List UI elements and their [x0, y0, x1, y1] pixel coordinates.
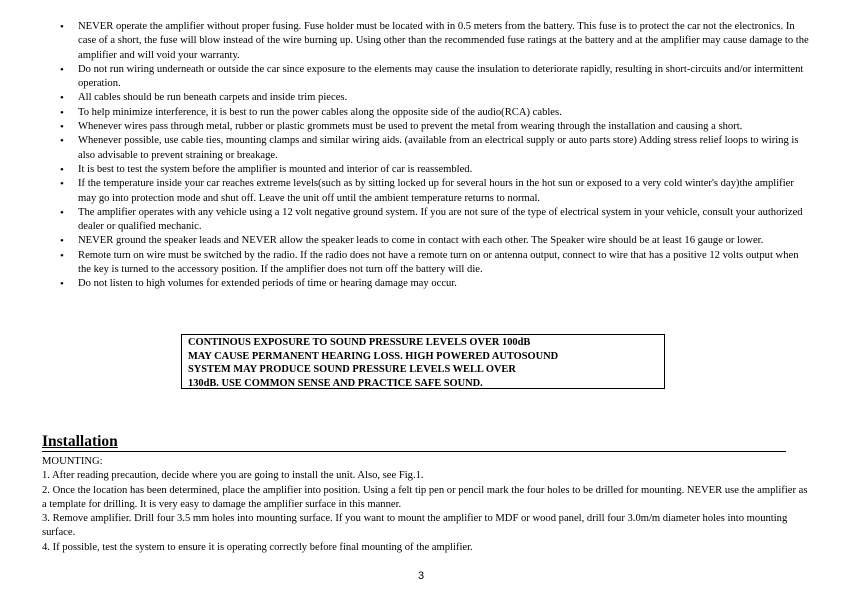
list-item: • Whenever wires pass through metal, rubber or plastic grommets must be used to prevent the metal from wearing through the installation and causing a short. — [60, 120, 812, 134]
warning-line: MAY CAUSE PERMANENT HEARING LOSS. HIGH POWERED AUTOSOUND — [188, 350, 559, 362]
list-item: • Whenever possible, use cable ties, mounting clamps and similar wiring aids. (available from an electrical supply or auto parts store) Adding stress relief loops to wiring is also advisable to prevent straining or breakage. — [60, 134, 812, 163]
mounting-step: 3. Remove amplifier. Drill four 3.5 mm holes into mounting surface. If you want to mount the amplifier to MDF or wood panel, drill four 3.0m/m diameter holes into mounting surface. — [42, 513, 788, 539]
hearing-warning-box — [181, 334, 665, 389]
warning-line: 130dB. USE COMMON SENSE AND PRACTICE SAFE SOUND. — [188, 377, 483, 389]
mounting-subheading: MOUNTING: — [42, 456, 103, 467]
page-number: 3 — [417, 570, 425, 582]
mounting-step: 2. Once the location has been determined, place the amplifier into position. Using a felt tip pen or pencil mark the four holes to be drilled for mounting. NEVER use the amplifier as a template for drilling. It is very easy to damage the amplifier surface in this manner. — [42, 484, 808, 510]
list-item: • Remote turn on wire must be switched by the radio. If the radio does not have a remote turn on or antenna output, connect to wire that has a positive 12 volts output when the key is turned to the accessory position. If the amplifier does not turn off the battery will die. — [60, 249, 812, 278]
list-item: • To help minimize interference, it is best to run the power cables along the opposite side of the audio(RCA) cables. — [60, 106, 812, 120]
mounting-step: 4. If possible, test the system to ensure it is operating correctly before final mounting of the amplifier. — [42, 541, 473, 553]
mounting-step: 1. After reading precaution, decide where you are going to install the unit. Also, see Fig.1. — [42, 470, 424, 482]
installation-title: Installation — [42, 433, 118, 450]
precaution-list — [60, 20, 812, 292]
warning-line: CONTINOUS EXPOSURE TO SOUND PRESSURE LEVELS OVER 100dB — [188, 337, 531, 348]
list-item: • Do not listen to high volumes for extended periods of time or hearing damage may occur. — [60, 277, 812, 291]
installation-heading — [42, 432, 786, 452]
list-item: • All cables should be run beneath carpets and inside trim pieces. — [60, 91, 812, 105]
list-item: • Do not run wiring underneath or outside the car since exposure to the elements may cause the insulation to deteriorate rapidly, resulting in short-circuits and/or intermittent operation. — [60, 63, 812, 92]
warning-line: SYSTEM MAY PRODUCE SOUND PRESSURE LEVELS WELL OVER — [188, 364, 516, 376]
installation-section — [42, 455, 812, 555]
list-item: • NEVER ground the speaker leads and NEVER allow the speaker leads to come in contact with each other. The Speaker wire should be at least 16 gauge or lower. — [60, 234, 812, 248]
list-item: • It is best to test the system before the amplifier is mounted and interior of car is reassembled. — [60, 163, 812, 177]
list-item: • If the temperature inside your car reaches extreme levels(such as by sitting locked up for several hours in the hot sun or exposed to a very cold winter's day)the amplifier may go into protection mode and shut off. Leave the unit off until the ambient temperature returns to normal. — [60, 177, 812, 206]
list-item: • NEVER operate the amplifier without proper fusing. Fuse holder must be located with in 0.5 meters from the battery. This fuse is to protect the car not the electronics. In case of a short, the fuse will blow instead of the wire burning up. Using other than the recommended fuse ratings at the battery and at the amplifier may cause damage to the amplifier and will void your warranty. — [60, 20, 812, 63]
list-item: • The amplifier operates with any vehicle using a 12 volt negative ground system. If you are not sure of the type of electrical system in your vehicle, consult your authorized dealer or qualified mechanic. — [60, 206, 812, 235]
